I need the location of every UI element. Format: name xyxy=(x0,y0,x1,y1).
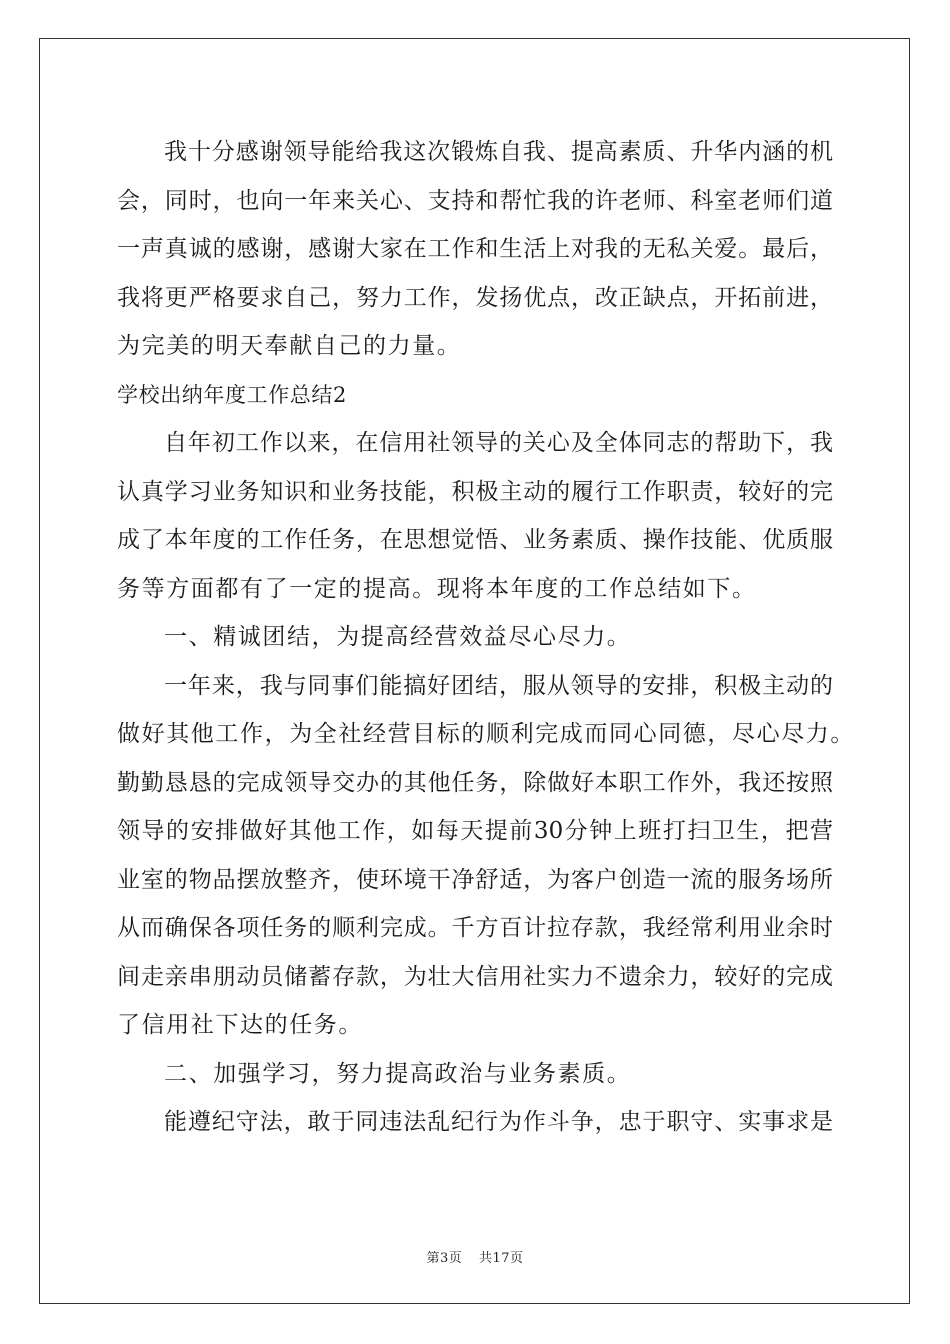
section-heading: 学校出纳年度工作总结2 xyxy=(117,382,347,407)
text-line: 做好其他工作，为全社经营目标的顺利完成而同心同德，尽心尽力。 xyxy=(117,721,855,747)
text-line: 我十分感谢领导能给我这次锻炼自我、提高素质、升华内涵的机 xyxy=(164,139,833,165)
page-number: 第3页 xyxy=(426,1251,463,1266)
text-line: 一声真诚的感谢，感谢大家在工作和生活上对我的无私关爱。最后， xyxy=(117,236,833,262)
text-line: 领导的安排做好其他工作，如每天提前30分钟上班打扫卫生，把营 xyxy=(117,818,833,844)
text-line: 勤勤恳恳的完成领导交办的其他任务，除做好本职工作外，我还按照 xyxy=(117,769,833,796)
document-body xyxy=(117,128,855,1147)
text-line: 间走亲串朋动员储蓄存款，为壮大信用社实力不遗余力，较好的完成 xyxy=(117,963,833,990)
text-line: 会，同时，也向一年来关心、支持和帮忙我的许老师、科室老师们道 xyxy=(117,187,833,214)
page-total: 共17页 xyxy=(478,1251,524,1266)
text-line: 从而确保各项任务的顺利完成。千方百计拉存款，我经常利用业余时 xyxy=(117,915,833,941)
text-line: 为完美的明天奉献自己的力量。 xyxy=(117,333,462,359)
text-line: 我将更严格要求自己，努力工作，发扬优点，改正缺点，开拓前进， xyxy=(117,284,833,311)
page-footer xyxy=(0,1247,950,1266)
text-line: 自年初工作以来，在信用社领导的关心及全体同志的帮助下，我 xyxy=(164,430,833,456)
text-line: 二、加强学习，努力提高政治与业务素质。 xyxy=(164,1060,632,1087)
text-line: 认真学习业务知识和业务技能，积极主动的履行工作职责，较好的完 xyxy=(117,478,833,505)
text-line: 能遵纪守法，敢于同违法乱纪行为作斗争，忠于职守、实事求是 xyxy=(164,1109,833,1135)
text-line: 一年来，我与同事们能搞好团结，服从领导的安排，积极主动的 xyxy=(164,672,833,699)
text-line: 成了本年度的工作任务，在思想觉悟、业务素质、操作技能、优质服 xyxy=(117,527,833,553)
text-line: 了信用社下达的任务。 xyxy=(117,1012,363,1038)
text-line: 业室的物品摆放整齐，使环境干净舒适，为客户创造一流的服务场所 xyxy=(117,866,833,893)
text-line: 一、精诚团结，为提高经营效益尽心尽力。 xyxy=(164,624,632,650)
text-line: 务等方面都有了一定的提高。现将本年度的工作总结如下。 xyxy=(117,575,757,602)
